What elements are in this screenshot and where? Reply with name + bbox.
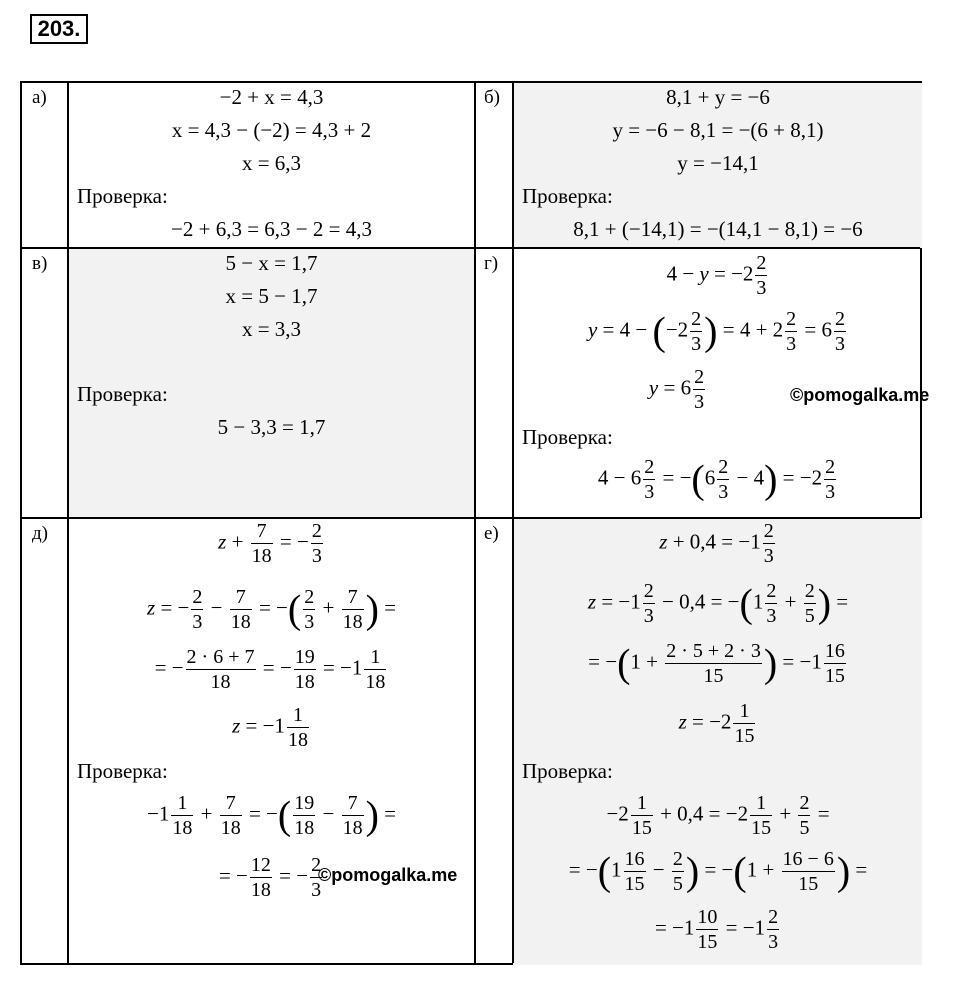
equation: x = 5 − 1,7: [225, 284, 318, 308]
equation: −2 + x = 4,3: [219, 85, 324, 109]
equation: y = −6 − 8,1 = −(6 + 8,1): [612, 118, 824, 142]
equation: y = 4 − (−2 $\frac{2}{3}$ ) = 4 + 2 $\frac{2}{3}$ = 6 $\frac{2}{3}$: [587, 308, 846, 355]
watermark: ©pomogalka.me: [318, 865, 458, 885]
divider: [474, 83, 476, 963]
equation: = −(1 $\frac{16}{15}$ − $\frac{2}{5}$ ) = −(1 + $\frac{16 - 6}{15}$ ) =: [568, 848, 868, 895]
equation: = − $\frac{2 \cdot 6 + 7}{18}$ = − $\frac{19}{18}$ = −1 $\frac{1}{18}$: [154, 646, 386, 693]
check-label: Проверка:: [77, 382, 168, 406]
equation: x = 3,3: [241, 317, 302, 341]
label-e: е): [484, 523, 499, 544]
watermark: ©pomogalka.me: [790, 385, 930, 405]
check-label: Проверка:: [522, 184, 613, 208]
label-v: в): [32, 253, 48, 274]
equation: 4 − y = −2 $\frac{2}{3}$: [666, 252, 767, 299]
equation: 8,1 + (−14,1) = −(14,1 − 8,1) = −6: [573, 217, 863, 241]
label-g: г): [484, 253, 499, 274]
equation: z + $\frac{7}{18}$ = − $\frac{2}{3}$: [218, 520, 322, 567]
equation: z = −1 $\frac{2}{3}$ − 0,4 = −(1 $\frac{2}{3}$ + $\frac{2}{5}$ ) =: [587, 580, 849, 627]
cell-e: [514, 519, 922, 963]
equation: 5 − x = 1,7: [225, 251, 318, 275]
cell-v: [69, 249, 474, 517]
cell-g: [514, 249, 922, 517]
equation: 8,1 + y = −6: [666, 85, 770, 109]
equation: z + 0,4 = −1 $\frac{2}{3}$: [659, 520, 774, 567]
equation: y = 6 $\frac{2}{3}$: [648, 366, 705, 413]
label-d: д): [32, 523, 48, 544]
cell-d: [69, 519, 474, 963]
equation: z = − $\frac{2}{3}$ − $\frac{7}{18}$ = −( $\frac{2}{3}$ + $\frac{7}{18}$ ) =: [147, 586, 396, 633]
solution-table: [20, 81, 930, 965]
cell-a: [69, 83, 474, 247]
equation: = − $\frac{12}{18}$ = − $\frac{2}{3}$: [218, 854, 322, 901]
equation: −1 $\frac{1}{18}$ + $\frac{7}{18}$ = −( $\frac{19}{18}$ − $\frac{7}{18}$ ) =: [147, 792, 396, 839]
problem-number: 203.: [30, 14, 88, 44]
label-a: а): [32, 87, 47, 108]
equation: 4 − 6 $\frac{2}{3}$ = −(6 $\frac{2}{3}$ − 4) = −2 $\frac{2}{3}$: [597, 456, 836, 503]
equation: 5 − 3,3 = 1,7: [217, 415, 326, 439]
cell-b: [514, 83, 922, 247]
check-label: Проверка:: [77, 759, 168, 783]
label-b: б): [484, 87, 500, 108]
equation: z = −2 $\frac{1}{15}$: [678, 700, 755, 747]
equation: z = −1 $\frac{1}{18}$: [232, 704, 308, 751]
equation: = −1 $\frac{10}{15}$ = −1 $\frac{2}{3}$: [654, 906, 779, 953]
check-label: Проверка:: [522, 425, 613, 449]
equation: y = −14,1: [677, 151, 759, 175]
equation: −2 $\frac{1}{15}$ + 0,4 = −2 $\frac{1}{15}$ + $\frac{2}{5}$ =: [606, 792, 830, 839]
check-label: Проверка:: [522, 759, 613, 783]
check-label: Проверка:: [77, 184, 168, 208]
equation: = −(1 + $\frac{2 \cdot 5 + 2 \cdot 3}{15}$ ) = −1 $\frac{16}{15}$: [588, 640, 845, 687]
equation: x = 4,3 − (−2) = 4,3 + 2: [171, 118, 372, 142]
equation: x = 6,3: [241, 151, 302, 175]
equation: −2 + 6,3 = 6,3 − 2 = 4,3: [171, 217, 372, 241]
